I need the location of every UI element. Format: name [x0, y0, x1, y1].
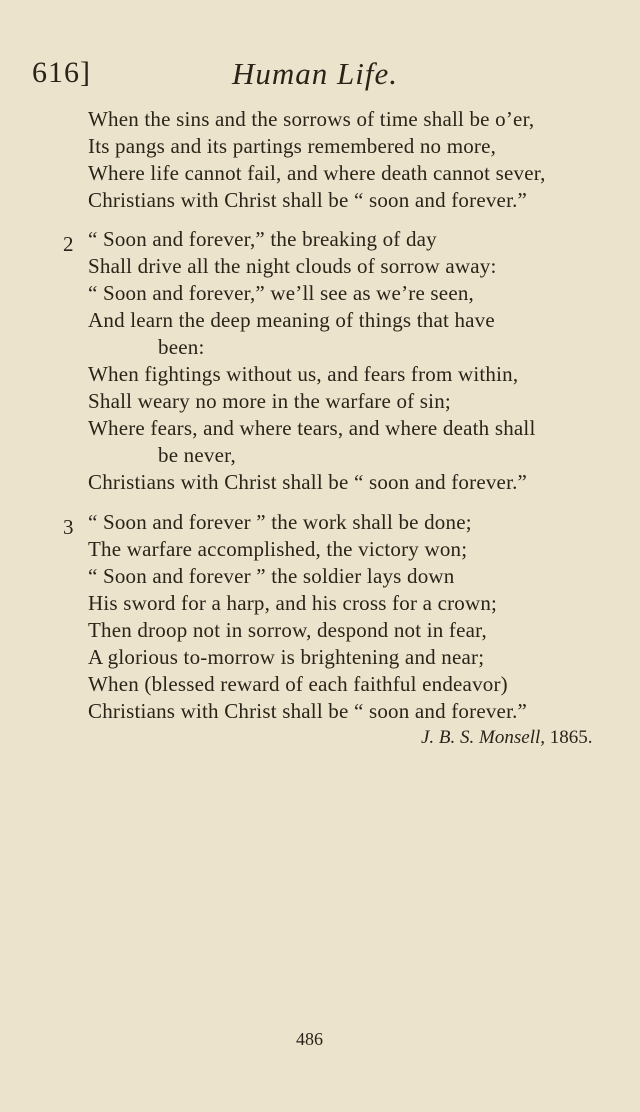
stanza-2-line-4: And learn the deep meaning of things that have: [88, 308, 495, 332]
publication-year: 1865.: [549, 727, 593, 748]
stanza-2-line-5: been:: [158, 335, 205, 359]
stanza-2-line-6: When fightings without us, and fears from within,: [88, 362, 519, 386]
stanza-2-line-1: “ Soon and forever,” the breaking of day: [88, 227, 437, 251]
stanza-3-line-1: “ Soon and forever ” the work shall be done;: [88, 510, 472, 534]
stanza-1: [88, 106, 608, 214]
stanza-number-2: 2: [63, 232, 74, 256]
running-title: Human Life.: [232, 56, 398, 91]
stanza-2-line-2: Shall drive all the night clouds of sorrow away:: [88, 254, 497, 278]
stanza-1-line-4: Christians with Christ shall be “ soon and forever.”: [88, 188, 528, 212]
author-name: J. B. S. Monsell,: [421, 727, 546, 748]
stanza-3-line-4: His sword for a harp, and his cross for a crown;: [88, 591, 498, 615]
stanza-2-line-9: be never,: [158, 443, 236, 467]
hymn-attribution: [421, 728, 593, 747]
footer-page-number: 486: [296, 1029, 323, 1049]
header-page-number: 616]: [32, 56, 91, 89]
stanza-number-3: 3: [63, 515, 74, 539]
stanza-3-line-6: A glorious to-morrow is brightening and near;: [88, 645, 485, 669]
stanza-3: [88, 509, 608, 725]
stanza-2-line-3: “ Soon and forever,” we’ll see as we’re seen,: [88, 281, 474, 305]
stanza-3-line-5: Then droop not in sorrow, despond not in fear,: [88, 618, 487, 642]
stanza-3-line-8: Christians with Christ shall be “ soon and forever.”: [88, 699, 528, 723]
stanza-2-line-10: Christians with Christ shall be “ soon and forever.”: [88, 470, 528, 494]
stanza-3-line-2: The warfare accomplished, the victory won;: [88, 537, 468, 561]
stanza-2-line-7: Shall weary no more in the warfare of sin;: [88, 389, 451, 413]
stanza-3-line-3: “ Soon and forever ” the soldier lays down: [88, 564, 455, 588]
stanza-2-line-8: Where fears, and where tears, and where death shall: [88, 416, 536, 440]
stanza-1-line-2: Its pangs and its partings remembered no more,: [88, 134, 497, 158]
stanza-3-line-7: When (blessed reward of each faithful endeavor): [88, 672, 508, 696]
stanza-2: [88, 226, 608, 496]
stanza-1-line-3: Where life cannot fail, and where death cannot sever,: [88, 161, 546, 185]
stanza-1-line-1: When the sins and the sorrows of time shall be o’er,: [88, 107, 535, 131]
